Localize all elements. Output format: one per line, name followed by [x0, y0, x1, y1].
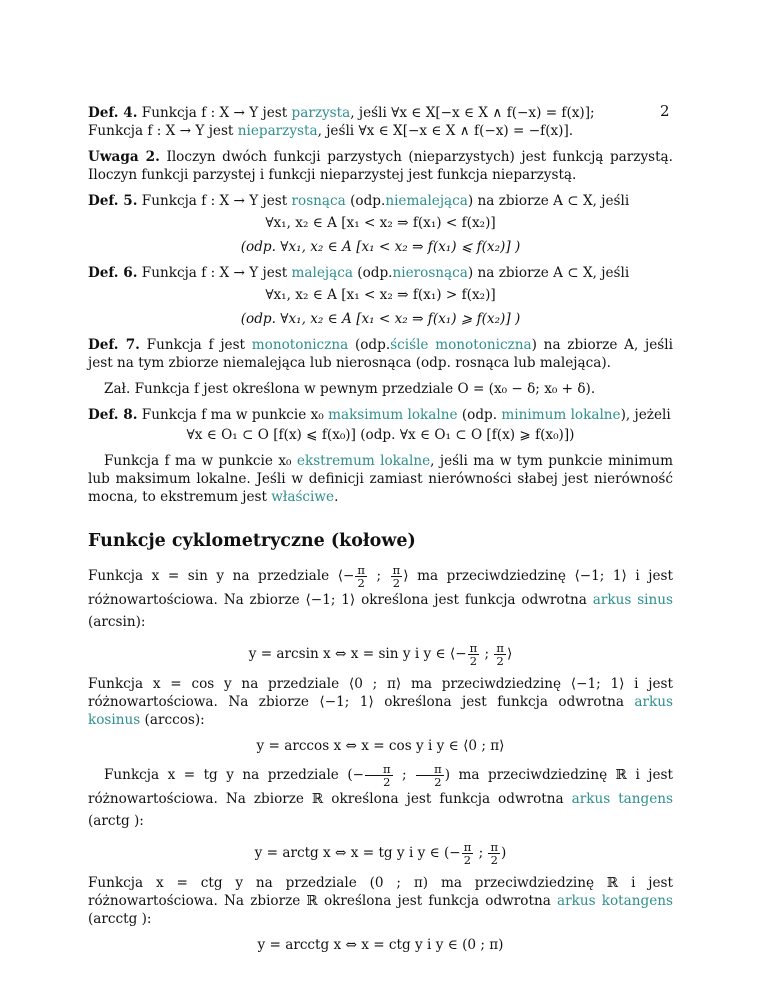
fraction-pi-over-2	[416, 763, 444, 788]
frac-numerator: π	[416, 763, 444, 776]
frac-numerator: π	[490, 840, 499, 854]
uwaga2-text: Iloczyn dwóch funkcji parzystych (nieparzystych) jest funkcją parzystą. Iloczyn funkcji parzystej i funkcji nieparzystej jest funkcja nieparzystą.	[88, 149, 673, 183]
term-arkus-kotangens[interactable]: arkus kotangens	[557, 893, 673, 909]
frac-denominator: 2	[383, 775, 391, 789]
uwaga2-label: Uwaga 2.	[88, 149, 160, 165]
term-niemalejaca[interactable]: niemalejąca	[385, 193, 468, 209]
extremum-paragraph	[88, 452, 673, 506]
ekstremum-text-b: , jeśli ma w tym punkcie minimum lub maksimum lokalne. Jeśli w definicji zamiast nierówności słabej jest nierówność mocna, to ekstremum jest	[88, 453, 673, 505]
frac-separator: ;	[474, 845, 488, 861]
def4-label: Def. 4.	[88, 105, 138, 121]
fraction-pi-over-2	[488, 841, 500, 866]
assumption: Zał. Funkcja f jest określona w pewnym przedziale O = (x₀ − δ; x₀ + δ).	[104, 381, 596, 397]
frac-numerator: π	[469, 641, 478, 655]
remark-2	[88, 148, 673, 184]
term-maksimum-lokalne[interactable]: maksimum lokalne	[328, 407, 458, 423]
frac-denominator: 2	[357, 576, 365, 590]
arcsin-equation	[88, 641, 673, 667]
term-arkus-tangens[interactable]: arkus tangens	[571, 791, 673, 807]
term-monotoniczna[interactable]: monotoniczna	[251, 337, 349, 353]
arccos-paragraph	[88, 675, 673, 729]
def5-equation-1: ∀x₁, x₂ ∈ A [x₁ < x₂ ⇒ f(x₁) < f(x₂)]	[265, 215, 496, 231]
def7-text-a: Funkcja f jest	[146, 337, 252, 353]
def8-equation: ∀x ∈ O₁ ⊂ O [f(x) ⩽ f(x₀)] (odp. ∀x ∈ O₁ ⊂ O [f(x) ⩾ f(x₀)])	[186, 427, 575, 443]
arcctg-text-b: (arcctg ):	[88, 911, 152, 927]
fraction-pi-over-2	[391, 564, 403, 589]
fraction-pi-over-2	[365, 763, 393, 788]
arccos-text-a: Funkcja x = cos y na przedziale ⟨0 ; π⟩ ma przeciwdziedzinę ⟨−1; 1⟩ i jest różnowartościowa. Na zbiorze ⟨−1; 1⟩ określona jest funkcja odwrotna	[88, 676, 673, 710]
term-nieparzysta[interactable]: nieparzysta	[237, 123, 318, 139]
ekstremum-text-a: Funkcja f ma w punkcie x₀	[104, 453, 297, 469]
arcctg-paragraph	[88, 874, 673, 928]
def7-text-b: (odp.	[348, 337, 391, 353]
frac-separator: ;	[480, 646, 494, 662]
arcsin-paragraph	[88, 564, 673, 633]
def6-text-b: (odp.	[352, 265, 393, 281]
term-ekstremum-lokalne[interactable]: ekstremum lokalne	[296, 453, 431, 469]
def7-text-c: ) na zbiorze A, jeśli jest na tym zbiorze niemalejąca lub nierosnąca (odp. rosnąca lub malejąca).	[88, 337, 673, 371]
fraction-pi-over-2	[468, 642, 480, 667]
arctg-equation	[88, 840, 673, 866]
term-wlasciwe[interactable]: właściwe	[271, 489, 335, 505]
section-title: Funkcje cyklometryczne (kołowe)	[88, 531, 416, 551]
arcsin-text-b: ⟩ ma przeciwdziedzinę ⟨−1; 1⟩ i jest różnowartościowa. Na zbiorze ⟨−1; 1⟩ określona jest funkcja odwrotna	[88, 568, 673, 608]
frac-denominator: 2	[469, 654, 478, 668]
term-scisle-monotoniczna[interactable]: ściśle monotoniczna	[390, 337, 532, 353]
definition-5	[88, 192, 673, 210]
frac-denominator: 2	[496, 654, 504, 668]
arctg-eq-a: y = arctg x ⇔ x = tg y i y ∈ (−	[254, 845, 461, 861]
frac-denominator: 2	[392, 576, 401, 590]
term-parzysta[interactable]: parzysta	[291, 105, 351, 121]
arcsin-eq-b: ⟩	[506, 646, 513, 662]
arcsin-text-a: Funkcja x = sin y na przedziale ⟨−	[88, 568, 355, 584]
frac-denominator: 2	[490, 853, 498, 867]
arcctg-text-a: Funkcja x = ctg y na przedziale (0 ; π) ma przeciwdziedzinę ℝ i jest różnowartościowa. Na zbiorze ℝ określona jest funkcja odwrotna	[88, 875, 673, 909]
def6-label: Def. 6.	[88, 265, 138, 281]
arctg-text-a: Funkcja x = tg y na przedziale (−	[104, 767, 365, 783]
term-malejaca[interactable]: malejąca	[291, 265, 353, 281]
def4-text-1a: Funkcja f : X → Y jest	[141, 105, 292, 121]
def4-text-2b: , jeśli ∀x ∈ X[−x ∈ X ∧ f(−x) = −f(x)].	[317, 123, 574, 139]
page-number: 2	[660, 102, 670, 120]
frac-numerator: π	[496, 641, 504, 655]
def5-text-c: ) na zbiorze A ⊂ X, jeśli	[467, 193, 630, 209]
def5-text-a: Funkcja f : X → Y jest	[141, 193, 292, 209]
frac-numerator: π	[392, 563, 401, 577]
def6-text-a: Funkcja f : X → Y jest	[141, 265, 292, 281]
fraction-pi-over-2	[494, 642, 506, 667]
def8-text-b: (odp.	[457, 407, 502, 423]
frac-denominator: 2	[463, 853, 472, 867]
def5-text-b: (odp.	[345, 193, 386, 209]
frac-separator: ;	[367, 568, 390, 584]
def8-label: Def. 8.	[88, 407, 138, 423]
arctg-eq-b: )	[501, 845, 507, 861]
def4-text-1b: , jeśli ∀x ∈ X[−x ∈ X ∧ f(−x) = f(x)];	[350, 105, 595, 121]
page-content	[88, 104, 673, 962]
def8-text-c: ), jeżeli	[620, 407, 671, 423]
def6-text-c: ) na zbiorze A ⊂ X, jeśli	[467, 265, 630, 281]
fraction-pi-over-2	[462, 841, 474, 866]
definition-7	[88, 336, 673, 372]
arccos-text-b: (arccos):	[140, 712, 205, 728]
def5-equation-2: (odp. ∀x₁, x₂ ∈ A [x₁ < x₂ ⇒ f(x₁) ⩽ f(x₂)] )	[240, 239, 521, 255]
def5-label: Def. 5.	[88, 193, 138, 209]
def8-text-a: Funkcja f ma w punkcie x₀	[141, 407, 329, 423]
def6-equation-1: ∀x₁, x₂ ∈ A [x₁ < x₂ ⇒ f(x₁) > f(x₂)]	[265, 287, 496, 303]
frac-separator: ;	[393, 767, 416, 783]
term-rosnaca[interactable]: rosnąca	[291, 193, 346, 209]
arcsin-eq-a: y = arcsin x ⇔ x = sin y i y ∈ ⟨−	[248, 646, 467, 662]
def6-equation-2: (odp. ∀x₁, x₂ ∈ A [x₁ < x₂ ⇒ f(x₁) ⩾ f(x₂)] )	[240, 311, 521, 327]
arcsin-text-c: (arcsin):	[88, 614, 146, 630]
term-minimum-lokalne[interactable]: minimum lokalne	[501, 407, 621, 423]
frac-denominator: 2	[434, 775, 442, 789]
arccos-equation: y = arccos x ⇔ x = cos y i y ∈ ⟨0 ; π⟩	[256, 738, 505, 754]
ekstremum-text-c: .	[334, 489, 339, 505]
def7-label: Def. 7.	[88, 337, 140, 353]
definition-6	[88, 264, 673, 282]
definition-4	[88, 104, 673, 140]
arctg-paragraph	[88, 763, 673, 832]
arctg-text-b: ) ma przeciwdziedzinę ℝ i jest różnowartościowa. Na zbiorze ℝ określona jest funkcja odwrotna	[88, 767, 673, 807]
definition-8	[88, 406, 673, 424]
frac-numerator: π	[463, 840, 472, 854]
term-arkus-sinus[interactable]: arkus sinus	[592, 592, 673, 608]
fraction-pi-over-2	[355, 564, 367, 589]
def4-text-2a: Funkcja f : X → Y jest	[88, 123, 238, 139]
term-arkus-kosinus[interactable]: arkus kosinus	[88, 694, 673, 728]
frac-numerator: π	[357, 563, 365, 577]
arctg-text-c: (arctg ):	[88, 813, 144, 829]
arcctg-equation: y = arcctg x ⇔ x = ctg y i y ∈ (0 ; π)	[257, 937, 504, 953]
frac-numerator: π	[365, 763, 393, 776]
term-nierosnaca[interactable]: nierosnąca	[392, 265, 468, 281]
